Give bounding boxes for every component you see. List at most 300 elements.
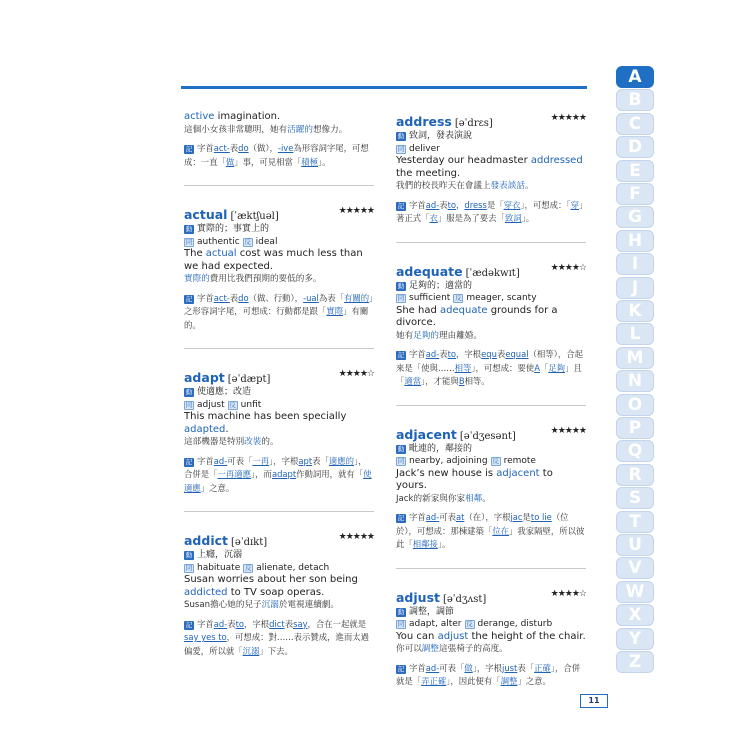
highlight-word: act- [213, 143, 230, 153]
text-run: 」，因此便有「 [446, 676, 501, 686]
synonyms [396, 292, 586, 305]
highlight-word: at [455, 512, 465, 522]
text-run: 的。 [261, 437, 279, 447]
tab-z[interactable]: Z [616, 651, 654, 673]
antonym-icon: 反 [229, 400, 236, 409]
tab-y[interactable]: Y [616, 628, 654, 650]
verb-icon: 動 [397, 281, 405, 290]
highlight-word: 沉溺 [242, 645, 260, 656]
text-run: 表 [229, 292, 239, 303]
antonym-text: remote [503, 456, 536, 466]
example-translation [184, 436, 374, 449]
highlight-word: jac [510, 512, 523, 522]
definition-text: 上癮，沉溺 [197, 550, 243, 560]
etymology-note [396, 348, 586, 389]
headword: addict [184, 533, 229, 548]
example-translation [184, 273, 374, 286]
rating-stars: ★★★★☆ [550, 588, 586, 599]
example-translation [184, 124, 374, 137]
highlight-word: 穿 [570, 199, 579, 210]
definition [396, 443, 586, 456]
pronunciation: [əˈdʒʌst] [442, 593, 487, 605]
example-translation [396, 180, 586, 193]
entry-header [184, 204, 374, 223]
etymology-note [396, 511, 586, 552]
highlight-word: to [447, 199, 457, 210]
rating-stars: ★★★★★ [338, 532, 374, 542]
headword: actual [184, 207, 228, 222]
example-sentence [396, 631, 586, 644]
highlight-word: -ual [303, 292, 319, 303]
etymology-note [396, 199, 586, 226]
highlight-word: 積極 [301, 156, 318, 167]
text-run: She had [396, 304, 441, 316]
highlight-word: 沉溺 [261, 600, 279, 610]
text-run: the meeting. [396, 167, 461, 179]
text-run: 表 [439, 349, 448, 359]
tab-o[interactable]: O [616, 394, 654, 416]
highlight-word: actual [205, 248, 237, 259]
highlight-word: do [238, 292, 249, 303]
headword: adequate [396, 263, 463, 279]
verb-icon: 動 [185, 388, 193, 396]
tab-n[interactable]: N [616, 370, 654, 392]
highlight-word: 改裝 [244, 437, 262, 447]
note-icon: 記 [185, 620, 193, 629]
tab-e[interactable]: E [616, 160, 654, 182]
text-run: 」，字根 [269, 455, 299, 466]
example-sentence [396, 468, 586, 493]
definition [396, 606, 586, 619]
text-run: 表 [439, 199, 448, 210]
text-run: ，合在一起就是 [307, 618, 367, 629]
highlight-word: 調整 [500, 676, 518, 686]
tab-h[interactable]: H [616, 230, 654, 252]
highlight-word: 穿衣 [503, 199, 521, 210]
synonyms [396, 455, 586, 468]
text-run: to yours. [396, 467, 553, 491]
entry-divider [396, 568, 586, 569]
synonyms [396, 143, 586, 156]
entry-divider [396, 405, 586, 406]
pronunciation: [əˈdɪkt] [231, 537, 268, 548]
highlight-word: 相鄰 [465, 493, 483, 504]
text-run: 字首 [197, 455, 214, 466]
synonym-icon: 同 [185, 400, 193, 409]
synonym-icon: 同 [397, 620, 405, 628]
synonym-icon: 同 [397, 294, 405, 302]
note-icon: 記 [397, 351, 405, 359]
entry-adjust [396, 587, 586, 689]
text-run: （在），字根 [464, 512, 511, 522]
text-run: 」著正式「 [396, 199, 584, 223]
text-run: ， [456, 199, 465, 210]
text-run: 」。 [521, 213, 535, 223]
text-run: （做）， [248, 143, 278, 153]
pronunciation: [əˈdʒesənt] [459, 430, 516, 442]
text-run: 」之意。 [517, 676, 551, 686]
note-icon: 記 [397, 664, 405, 673]
text-run: . [225, 423, 229, 435]
tab-x[interactable]: X [616, 604, 654, 626]
highlight-word: addressed [530, 155, 583, 166]
text-run: 表 [229, 143, 239, 153]
text-run: Jack’s new house is [396, 467, 497, 479]
tab-g[interactable]: G [616, 206, 654, 228]
text-run: 。 [482, 493, 491, 504]
highlight-word: ad- [425, 662, 440, 673]
tab-c[interactable]: C [616, 113, 654, 135]
tab-j[interactable]: J [616, 277, 654, 299]
text-run: 她有 [396, 330, 414, 341]
text-run: 」，字根 [472, 662, 503, 673]
highlight-word: adapted [184, 423, 226, 435]
entry-header [184, 530, 374, 549]
note-icon: 記 [185, 145, 193, 153]
antonym-icon: 反 [455, 294, 462, 302]
rating-stars: ★★★★☆ [338, 369, 374, 379]
text-run: 為形容詞字尾， [293, 143, 353, 153]
text-run: 字首 [197, 292, 214, 303]
synonym-text: authentic [197, 236, 240, 247]
highlight-word: 正確 [534, 662, 551, 673]
highlight-word: ad- [425, 199, 440, 210]
synonym-text: habituate [197, 562, 241, 573]
highlight-word: 一再 [252, 455, 270, 466]
synonym-text: adjust [197, 399, 225, 410]
highlight-word: 適應的 [328, 455, 355, 466]
antonym-text: unfit [240, 399, 262, 410]
header-rule [181, 86, 587, 89]
text-run: 作動詞用，就有「 [296, 469, 364, 479]
highlight-word: active [184, 111, 215, 122]
headword: adjacent [396, 426, 457, 442]
tab-m[interactable]: M [616, 347, 654, 369]
text-run: 」之意。 [200, 482, 235, 493]
synonym-icon: 同 [185, 563, 193, 572]
highlight-word: ad- [213, 618, 228, 629]
highlight-word: say yes to [184, 632, 227, 642]
synonyms [184, 399, 374, 412]
text-run: Yesterday our headmaster [396, 155, 531, 166]
definition-text: 毗連的，鄰接的 [409, 443, 473, 454]
text-run: 」，合併是「 [184, 455, 367, 479]
text-run: 字首 [409, 349, 426, 359]
text-run: 」之形容詞字尾，可想成：行動都是跟「 [184, 292, 374, 316]
entry-header [396, 587, 586, 606]
example-translation [184, 599, 374, 612]
tab-r[interactable]: R [616, 464, 654, 486]
example-translation [396, 330, 586, 343]
antonym-text: meager, scanty [466, 293, 537, 303]
highlight-word: 做 [464, 662, 473, 673]
highlight-word: 有關的 [343, 292, 370, 303]
headword: adapt [184, 370, 225, 385]
verb-icon: 動 [185, 225, 193, 233]
text-run: 是 [522, 512, 531, 522]
example-sentence [184, 411, 374, 436]
verb-icon: 動 [397, 132, 405, 140]
etymology-note [396, 662, 586, 689]
entry-header [184, 367, 374, 386]
entry-active-continuation [184, 111, 374, 169]
text-run: 是「 [486, 199, 504, 210]
rating-stars: ★★★★★ [550, 425, 586, 436]
definition [396, 130, 586, 143]
antonym-icon: 反 [492, 457, 499, 465]
entry-actual [184, 204, 374, 332]
text-run: 」，才能與 [421, 376, 459, 386]
pronunciation: [əˈdæpt] [227, 374, 271, 385]
tab-d[interactable]: D [616, 136, 654, 158]
highlight-word: to [447, 349, 457, 359]
text-run: Susan擔心她的兒子 [184, 600, 262, 610]
text-run: Susan worries about her son being [184, 574, 358, 585]
entry-header [396, 111, 586, 130]
synonym-text: deliver [409, 143, 440, 154]
etymology-note [184, 455, 374, 496]
highlight-word: 衣 [429, 213, 438, 223]
tab-w[interactable]: W [616, 581, 654, 603]
rating-stars: ★★★★★ [550, 113, 586, 123]
antonym-icon: 反 [466, 620, 473, 628]
text-run: 理由離婚。 [439, 330, 482, 341]
text-run: （相等），合起來是「使與…… [396, 349, 583, 373]
tab-v[interactable]: V [616, 557, 654, 579]
highlight-word: 適當 [404, 376, 422, 386]
highlight-word: 做 [225, 156, 235, 167]
entry-adjacent [396, 424, 586, 552]
highlight-word: to lie [530, 512, 552, 522]
text-run: 這張椅子的高度。 [439, 644, 508, 654]
text-run: grounds for a divorce. [396, 304, 558, 328]
highlight-word: do [238, 143, 249, 153]
highlight-word: 致詞 [504, 213, 522, 223]
text-run: 」，而 [251, 469, 272, 479]
text-run: 可表「 [227, 455, 253, 466]
highlight-word: 弄正確 [421, 676, 447, 686]
entry-addict [184, 530, 374, 658]
antonym-icon: 反 [245, 563, 252, 572]
translation-text: 想像力。 [312, 124, 348, 135]
entry-divider [184, 185, 374, 186]
text-run: 」事，可見相當「 [234, 156, 302, 167]
tab-i[interactable]: I [616, 253, 654, 275]
tab-t[interactable]: T [616, 511, 654, 533]
text-run: 」。 [437, 539, 451, 549]
text-run: 可表 [439, 512, 456, 522]
highlight-word: equal [505, 349, 529, 359]
text-run: 」，合併就是「 [396, 662, 581, 686]
text-run: 」且「 [396, 362, 582, 386]
verb-icon: 動 [185, 551, 193, 559]
text-run: the height of the chair. [468, 630, 586, 642]
note-icon: 記 [185, 457, 193, 466]
definition [184, 549, 374, 562]
highlight-word: 位在 [492, 525, 510, 536]
text-run: cost was much less than we had expected. [184, 248, 363, 272]
tab-f[interactable]: F [616, 183, 654, 205]
text-run: 」有關的。 [184, 306, 369, 330]
definition-text: 致詞，發表演說 [409, 131, 473, 141]
highlight-word: act- [213, 292, 230, 303]
entry-divider [184, 348, 374, 349]
text-run: 這部機器是特別 [184, 437, 245, 447]
text-run: 字首 [409, 199, 426, 210]
etymology-note [184, 142, 374, 169]
pronunciation: [əˈdrɛs] [454, 118, 493, 129]
text-run: 」，可想成：「 [520, 199, 571, 210]
text-run: 於電視連續劇。 [278, 600, 340, 610]
antonym-text: ideal [255, 236, 278, 247]
left-column [184, 111, 374, 658]
antonym-text: alienate, detach [256, 562, 330, 573]
headword: address [396, 114, 452, 129]
highlight-word: adapt [271, 469, 297, 479]
entry-adapt [184, 367, 374, 495]
page-number: 11 [580, 694, 608, 708]
tab-l[interactable]: L [616, 323, 654, 345]
text-run: You can [396, 630, 438, 642]
highlight-word: -ive [277, 143, 294, 153]
highlight-word: 實際 [326, 306, 344, 316]
text-run: 」。 [318, 156, 331, 167]
etymology-note [184, 618, 374, 659]
highlight-word: 足夠 [548, 362, 566, 373]
verb-icon: 動 [397, 444, 405, 453]
text-run: 表 [227, 618, 236, 629]
example-sentence [184, 248, 374, 273]
text-run: 表 [284, 618, 294, 629]
synonym-icon: 同 [185, 237, 193, 246]
example-text: imagination. [214, 111, 281, 122]
text-run: （位於），可想成：那棟建築「 [396, 512, 569, 536]
note-icon: 記 [185, 294, 193, 303]
tab-u[interactable]: U [616, 534, 654, 556]
definition [396, 280, 586, 293]
highlight-word: just [502, 662, 518, 673]
definition-text: 使適應；改造 [197, 387, 252, 397]
tab-b[interactable]: B [616, 89, 654, 111]
definition-text: 足夠的；適當的 [409, 280, 473, 291]
definition [184, 386, 374, 399]
text-run: This machine has been specially [184, 411, 347, 422]
antonym-icon: 反 [244, 237, 251, 246]
text-run: Jack的新家與你家 [396, 493, 466, 504]
highlight-word: adequate [440, 304, 488, 316]
text-run: The [184, 248, 206, 259]
text-run: 為表「 [318, 292, 344, 303]
definition [184, 223, 374, 236]
text-run: （做、行動）， [248, 292, 304, 303]
text-run: 可想成：一直「 [184, 143, 369, 167]
example-sentence [396, 155, 586, 180]
synonym-icon: 同 [397, 457, 405, 465]
etymology-note [184, 292, 374, 333]
highlight-word: B [458, 376, 465, 386]
tab-q[interactable]: Q [616, 440, 654, 462]
verb-icon: 動 [397, 607, 405, 616]
highlight-word: 一再適應 [217, 469, 251, 479]
definition-text: 實際的；事實上的 [197, 224, 270, 234]
tab-p[interactable]: P [616, 417, 654, 439]
text-run: 字首 [409, 662, 426, 673]
text-run: ，可想成：對……表示贊成，進而太過偏愛，所以就「 [184, 632, 370, 656]
example-sentence [396, 305, 586, 330]
highlight-word: ad- [425, 512, 440, 522]
text-run: to TV soap operas. [227, 586, 325, 598]
example-sentence [184, 111, 374, 124]
highlight-word: ad- [425, 349, 440, 359]
example-translation [396, 493, 586, 506]
highlight-word: ad- [213, 455, 228, 466]
entry-divider [396, 242, 586, 243]
text-run: 你可以 [396, 644, 422, 654]
synonyms [184, 236, 374, 249]
note-icon: 記 [397, 201, 405, 210]
synonym-text: sufficient [409, 293, 451, 303]
text-run: 。 [524, 181, 534, 191]
rating-stars: ★★★★☆ [550, 262, 586, 273]
highlight-word: apt [298, 455, 313, 466]
highlight-word: dress [464, 199, 487, 210]
synonym-text: nearby, adjoining [409, 456, 488, 466]
tab-a[interactable]: A [616, 66, 654, 88]
synonym-icon: 同 [397, 144, 405, 153]
highlight-word: 使適應 [184, 469, 372, 493]
text-run: ，字根 [456, 349, 482, 359]
note-icon: 記 [397, 514, 405, 522]
definition-text: 調整，調節 [409, 606, 455, 617]
text-run: 費用比我們預期的要低的多。 [209, 274, 322, 284]
text-run: 字首 [197, 618, 214, 629]
example-sentence [184, 574, 374, 599]
entry-header [396, 261, 586, 280]
highlight-word: 活躍的 [287, 124, 313, 135]
highlight-word: say [293, 618, 308, 629]
synonym-text: adapt, alter [409, 619, 462, 629]
translation-text: 這個小女孩非常聰明，她有 [184, 124, 288, 135]
pronunciation: [ˈæktʃuəl] [230, 211, 279, 222]
text-run: 「 [539, 362, 549, 373]
highlight-word: equ [481, 349, 497, 359]
tab-k[interactable]: K [616, 300, 654, 322]
highlight-word: 實際的 [184, 274, 210, 284]
tab-s[interactable]: S [616, 487, 654, 509]
text-run: 」服是為了要去「 [437, 213, 505, 223]
synonyms [184, 562, 374, 575]
entry-address [396, 111, 586, 226]
text-run: 表「 [517, 662, 535, 673]
text-run: 」，可想成：要使 [471, 362, 535, 373]
antonym-text: derange, disturb [477, 619, 553, 629]
highlight-word: adjust [437, 630, 469, 642]
synonyms [396, 618, 586, 631]
pronunciation: [ˈædəkwɪt] [465, 267, 520, 279]
text-run: 字首 [409, 512, 426, 522]
text-run: 字首 [197, 143, 214, 153]
example-translation [396, 643, 586, 656]
text-run: 表 [496, 349, 506, 359]
highlight-word: 相鄰接 [412, 539, 438, 549]
highlight-word: adjacent [496, 467, 540, 479]
entry-adequate [396, 261, 586, 389]
highlight-word: 相等 [454, 362, 472, 373]
highlight-word: addicted [184, 586, 228, 598]
entry-header [396, 424, 586, 443]
rating-stars: ★★★★★ [338, 206, 374, 216]
highlight-word: dict [269, 618, 285, 629]
